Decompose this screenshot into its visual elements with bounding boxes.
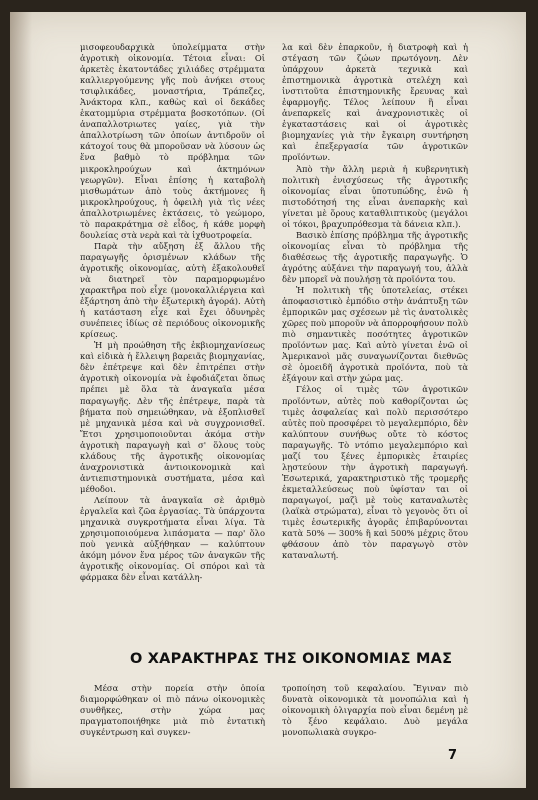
section-text-right — [282, 683, 468, 738]
page-fold-shadow — [10, 12, 32, 788]
paragraph: τροποίηση τοῦ κεφαλαίου. Ἔγιναν πιὸ δυνατὰ οἰκονομικὰ τὰ μονοπώλια καὶ ἡ οἰκονομικὴ ὀλιγαρχία ποὺ εἶναι δεμένη μὲ τὸ ξένο κεφάλαιο. Δυὸ μεγάλα μονοπωλιακὰ συγκρο- — [282, 683, 468, 738]
page-number: 7 — [448, 748, 458, 763]
paragraph: Ἡ πολιτικὴ τῆς ὑποτελείας, στέκει ἀποφασιστικὸ ἐμπόδιο στὴν ἀνάπτυξη τῶν ἐμπορικῶν μας σχέσεων μὲ τὶς ἀνατολικὲς χῶρες ποὺ μποροῦν νὰ ἀπορροφήσουν πολὺ πιὸ σημαντικὲς ποσότητες ἀγροτικῶν προϊόντων μας. Καὶ αὐτὸ γίνεται ἐνῶ οἱ Ἀμερικανοὶ μᾶς συναγωνίζονται διεθνῶς σὲ ὁμοειδῆ ἀγροτικὰ προϊόντα, ποὺ τὰ ἐξάγουν καὶ στὴν χώρα μας. — [282, 285, 468, 384]
section-heading: Ο ΧΑΡΑΚΤΗΡΑΣ ΤΗΣ ΟΙΚΟΝΟΜΙΑΣ ΜΑΣ — [130, 651, 453, 667]
paragraph: Γέλος οἱ τιμὲς τῶν ἀγροτικῶν προϊόντων, αὐτὲς ποὺ καθορίζονται ὡς τιμὲς ἀσφαλείας καὶ πολὺ περισσότερο αὐτὲς ποὺ προσφέρει τὸ μεγαλεμπόριο, δὲν καλύπτουν συνήθως οὔτε τὸ κόστος παραγωγῆς. Τὸ ντόπιο μεγαλεμπόριο καὶ μαζί του ξένες ἐμπορικὲς ἑταιρίες λῃστεύουν τὴν ἀγροτικὴ παραγωγή. Ἐσωτερικά, χαρακτηριστικὸ τῆς τρομερῆς ἐκμεταλλεύσεως ποὺ ὑφίσταν ται οἱ παραγωγοί, μαζὶ μὲ τοὺς καταναλωτὲς (λαϊκὰ στρώματα), εἶναι τὸ γεγονὸς ὅτι οἱ τιμὲς ἐσωτερικῆς ἀγορᾶς ἐπιβαρύνονται κατὰ 50% — 300% ἢ καὶ 500% μέχρις ὅτου φθάσουν ἀπὸ τὸν παραγωγὸ στὸν καταναλωτή. — [282, 384, 468, 561]
paragraph: μισοφεουδαρχικὰ ὑπολείμματα στὴν ἀγροτικὴ οἰκονομία. Τέτοια εἶναι: Οἱ ἀρκετὲς ἑκατοντάδες χιλιάδες στρέμματα καλλιεργούμενης γῆς ποὺ ἀνήκει στους τσιφλικάδες, μοναστήρια, Τράπεζες, Ἀνάκτορα κλπ., καθὼς καὶ οἱ δεκάδες ἑκατομμύρια στρέμματα βοσκοτόπων. (Οἱ ἀναπαλλοτριωτες γαίες, γιὰ τὴν ἀπαλλοτρίωση τῶν ὁποίων ἀντιδροῦν οἱ κάτοχοί τους θὰ μποροῦσαν νὰ λύσουν ὡς ἕνα βαθμὸ τὸ πρόβλημα τῶν μικροκληρούχων καὶ ἀκτημόνων γεωργῶν). Εἶναι ἐπίσης ἡ καταβολὴ μισθωμάτων ἀπὸ τοὺς ἀκτήμονες ἢ μικροκληρούχους, ἡ ὀφειλὴ γιὰ τὶς νέες ἀπαλλοτριωμένες ἐκτάσεις, τὸ γεώμορο, τὸ παρακράτημα σὲ εἶδος, ἡ κάθε μορφὴ δουλείας στὰ νερὰ καὶ τὰ ἰχθυοτροφεία. — [80, 42, 265, 240]
text-column-left — [80, 42, 265, 583]
text-column-right — [282, 42, 468, 561]
section-text-left — [80, 683, 265, 738]
paragraph: Μέσα στὴν πορεία στὴν ὁποία διαμορφώθηκαν οἱ πιὸ πάνω οἰκονομικὲς συνθῆκες, στὴν χώρα μας πραγματοποιήθηκε μιὰ πιὸ ἐντατικὴ συγκέντρωση καὶ συγκεν- — [80, 683, 265, 738]
paragraph: Λείπουν τὰ ἀναγκαῖα σὲ ἀριθμὸ ἐργαλεῖα καὶ ζῶα ἐργασίας. Τὰ ὑπάρχοντα μηχανικὰ συγκροτήματα εἶναι λίγα. Τὰ χρησιμοποιούμενα λιπάσματα — παρ' ὅλο ποὺ γενικὰ αὐξήθηκαν — καλύπτουν ἀκόμη μόνον ἕνα μέρος τῶν ἀναγκῶν τῆς ἀγροτικῆς οἰκονομίας. Οἱ σπόροι καὶ τὰ φάρμακα δὲν εἶναι κατάλλη- — [80, 494, 265, 583]
paragraph: Βασικὸ ἐπίσης πρόβλημα τῆς ἀγροτικῆς οἰκονομίας εἶναι τὸ πρόβλημα τῆς διαθέσεως τῆς ἀγροτικῆς παραγωγῆς. Ὁ ἀγρότης αὐξάνει τὴν παραγωγή του, ἀλλὰ δὲν μπορεῖ νὰ πουλήσῃ τὰ προϊόντα του. — [282, 229, 468, 284]
paragraph: λα καὶ δὲν ἐπαρκοῦν, ἡ διατροφὴ καὶ ἡ στέγαση τῶν ζώων πρωτόγονη. Δὲν ὑπάρχουν ἀρκετὰ τεχνικὰ καὶ ἐπιστημονικὰ ἀγροτικὰ στελέχη καὶ ἰνστιτοῦτα ἐπιστημονικῆς ἔρευνας καὶ ἐφαρμογῆς. Τέλος λείπουν ἢ εἶναι ἀνεπαρκεῖς καὶ ἀναχρονιστικὲς οἱ ἐγκαταστάσεις καὶ οἱ ἀγροτικὲς βιομηχανίες γιὰ τὴν ἔγκαιρη συντήρηση καὶ ἐπεξεργασία τῶν ἀγροτικῶν προϊόντων. — [282, 42, 468, 163]
paragraph: Ἀπὸ τὴν ἄλλη μεριὰ ἡ κυβερνητικὴ πολιτικὴ ἐνισχύσεως τῆς ἀγροτικῆς οἰκονομίας εἶναι ὑποτυπώδης, ἐνῶ ἡ πιστοδότησή της εἶναι ἀνεπαρκὴς καὶ γίνεται μὲ ὅρους καταθλιπτικοὺς (μεγάλοι οἱ τόκοι, βραχυπρόθεσμα τὰ δάνεια κλπ.). — [282, 163, 468, 229]
paragraph: Ἡ μὴ προώθηση τῆς ἐκβιομηχανίσεως καὶ εἰδικὰ ἡ ἔλλειψη βαρειᾶς βιομηχανίας, δὲν ἐπέτρεψε καὶ δὲν ἐπιτρέπει στὴν ἀγροτικὴ οἰκονομία νὰ ἐφοδιάζεται ὅπως πρέπει μὲ ὅλα τὰ ἀναγκαῖα μέσα παραγωγῆς. Δὲν τῆς ἐπέτρεψε, παρὰ τὰ βήματα ποὺ σημειώθηκαν, νὰ ἐξοπλισθεῖ μὲ μηχανικὰ μέσα καὶ νὰ συγχρονισθεῖ. Ἔτσι χρησιμοποιοῦνται ἀκόμα στὴν ἀγροτικὴ παραγωγὴ καὶ σ' ὅλους τοὺς κλάδους τῆς ἀγροτικῆς οἰκονομίας ἀναχρονιστικὰ ἀντιοικονομικὰ καὶ ἀντιεπιστημονικὰ συστήματα, μέσα καὶ μέθοδοι. — [80, 340, 265, 494]
paragraph: Παρὰ τὴν αὔξηση ἐξ ἄλλου τῆς παραγωγῆς ὁρισμένων κλάδων τῆς ἀγροτικῆς οἰκονομίας, αὐτὴ ἐξακολουθεῖ νὰ διατηρεῖ τὸν παραμορφωμένο χαρακτῆρα ποὺ εἶχε (μονοκαλλιέργεια καὶ ἐξάρτηση ἀπὸ τὴν ἐξωτερικὴ ἀγορά). Αὐτὴ ἡ κατάσταση εἶχε καὶ ἔχει ὀδυνηρὲς συνέπειες ἰδίως σὲ περιόδους οἰκονομικῆς κρίσεως. — [80, 240, 265, 340]
